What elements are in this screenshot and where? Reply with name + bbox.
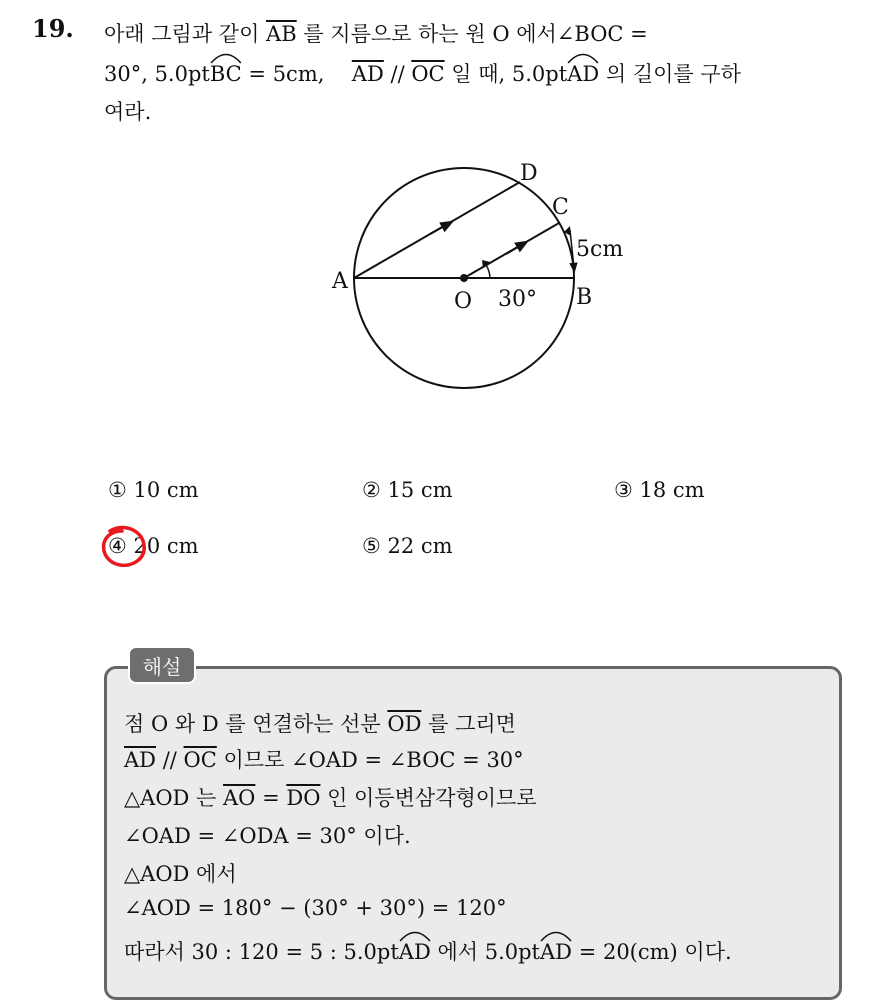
choice-3[interactable] — [614, 478, 705, 502]
label-d: D — [520, 161, 538, 186]
choice-2[interactable] — [362, 478, 453, 502]
solution-line-7: 따라서 30 : 120 = 5 : 5.0pt AD 에서 5.0pt AD = 20(cm) 이다. — [124, 936, 732, 966]
arc-ad: AD — [540, 940, 572, 964]
solution-line-5: △AOD 에서 — [124, 862, 237, 886]
question-line-3: 여라. — [104, 100, 152, 124]
choice-text: 10 cm — [133, 478, 199, 502]
question-text: = 5cm, — [241, 62, 325, 86]
question-text: 30°, 5.0pt — [104, 62, 210, 86]
answer-circle-mark — [100, 525, 148, 569]
choice-number: ⑤ — [362, 534, 381, 558]
solution-tab: 해설 — [128, 646, 196, 684]
label-length: 5cm — [576, 237, 624, 262]
arrow-ad — [430, 224, 448, 234]
question-text: 를 지름으로 하는 원 O 에서∠BOC = — [303, 22, 648, 46]
question-text: 일 때, 5.0pt — [444, 62, 568, 86]
segment-ad: $\overline{AD}$ — [124, 748, 157, 772]
choice-text: 15 cm — [387, 478, 453, 502]
segment-oc: $\overline{OC}$ — [183, 748, 217, 772]
question-number: 19. — [32, 14, 74, 43]
choice-1[interactable] — [108, 478, 199, 502]
question-line-2 — [104, 58, 741, 88]
segment-ao: $\overline{AO}$ — [223, 786, 256, 810]
choice-number: ① — [108, 478, 127, 502]
choice-text: 20 cm — [133, 534, 199, 558]
label-c: C — [552, 195, 569, 220]
question-line-1 — [104, 18, 648, 48]
segment-do: $\overline{DO}$ — [286, 786, 321, 810]
question-text: 아래 그림과 같이 — [104, 22, 260, 46]
solution-line-4: ∠OAD = ∠ODA = 30° 이다. — [124, 824, 411, 848]
choice-text: 22 cm — [387, 534, 453, 558]
choice-number: ④ — [108, 534, 127, 558]
choice-number: ③ — [614, 478, 633, 502]
angle-arc — [486, 265, 490, 278]
segment-ab: $\overline{AB}$ — [266, 22, 297, 46]
label-angle: 30° — [498, 287, 537, 312]
arc-bc: BC — [210, 62, 242, 86]
segment-od: $\overline{OD}$ — [387, 712, 422, 736]
segment-oc: $\overline{OC}$ — [411, 62, 445, 86]
solution-line-1: 점 O 와 D 를 연결하는 선분 $\overline{OD}$ 를 그리면 — [124, 712, 516, 736]
label-a: A — [332, 269, 348, 294]
label-b: B — [576, 285, 593, 310]
question-text: 의 길이를 구하 — [599, 62, 741, 86]
solution-line-3: △AOD 는 $\overline{AO} = \overline{DO}$ 인 이등변삼각형이므로 — [124, 786, 537, 810]
choice-text: 18 cm — [639, 478, 705, 502]
choice-5[interactable] — [362, 534, 453, 558]
circle-figure — [320, 152, 624, 402]
arc-ad: AD — [399, 940, 431, 964]
arc-ad: AD — [567, 62, 599, 86]
solution-line-2: $\overline{AD} // \overline{OC}$ 이므로 ∠OAD = ∠BOC = 30° — [124, 748, 524, 772]
center-point — [460, 274, 468, 282]
label-o: O — [454, 289, 473, 314]
choice-number: ② — [362, 478, 381, 502]
arrow-oc — [506, 244, 523, 254]
segment-ad: $\overline{AD}$ — [351, 62, 384, 86]
solution-line-6: ∠AOD = 180° − (30° + 30°) = 120° — [124, 896, 507, 920]
parallel-symbol: // — [383, 62, 412, 86]
